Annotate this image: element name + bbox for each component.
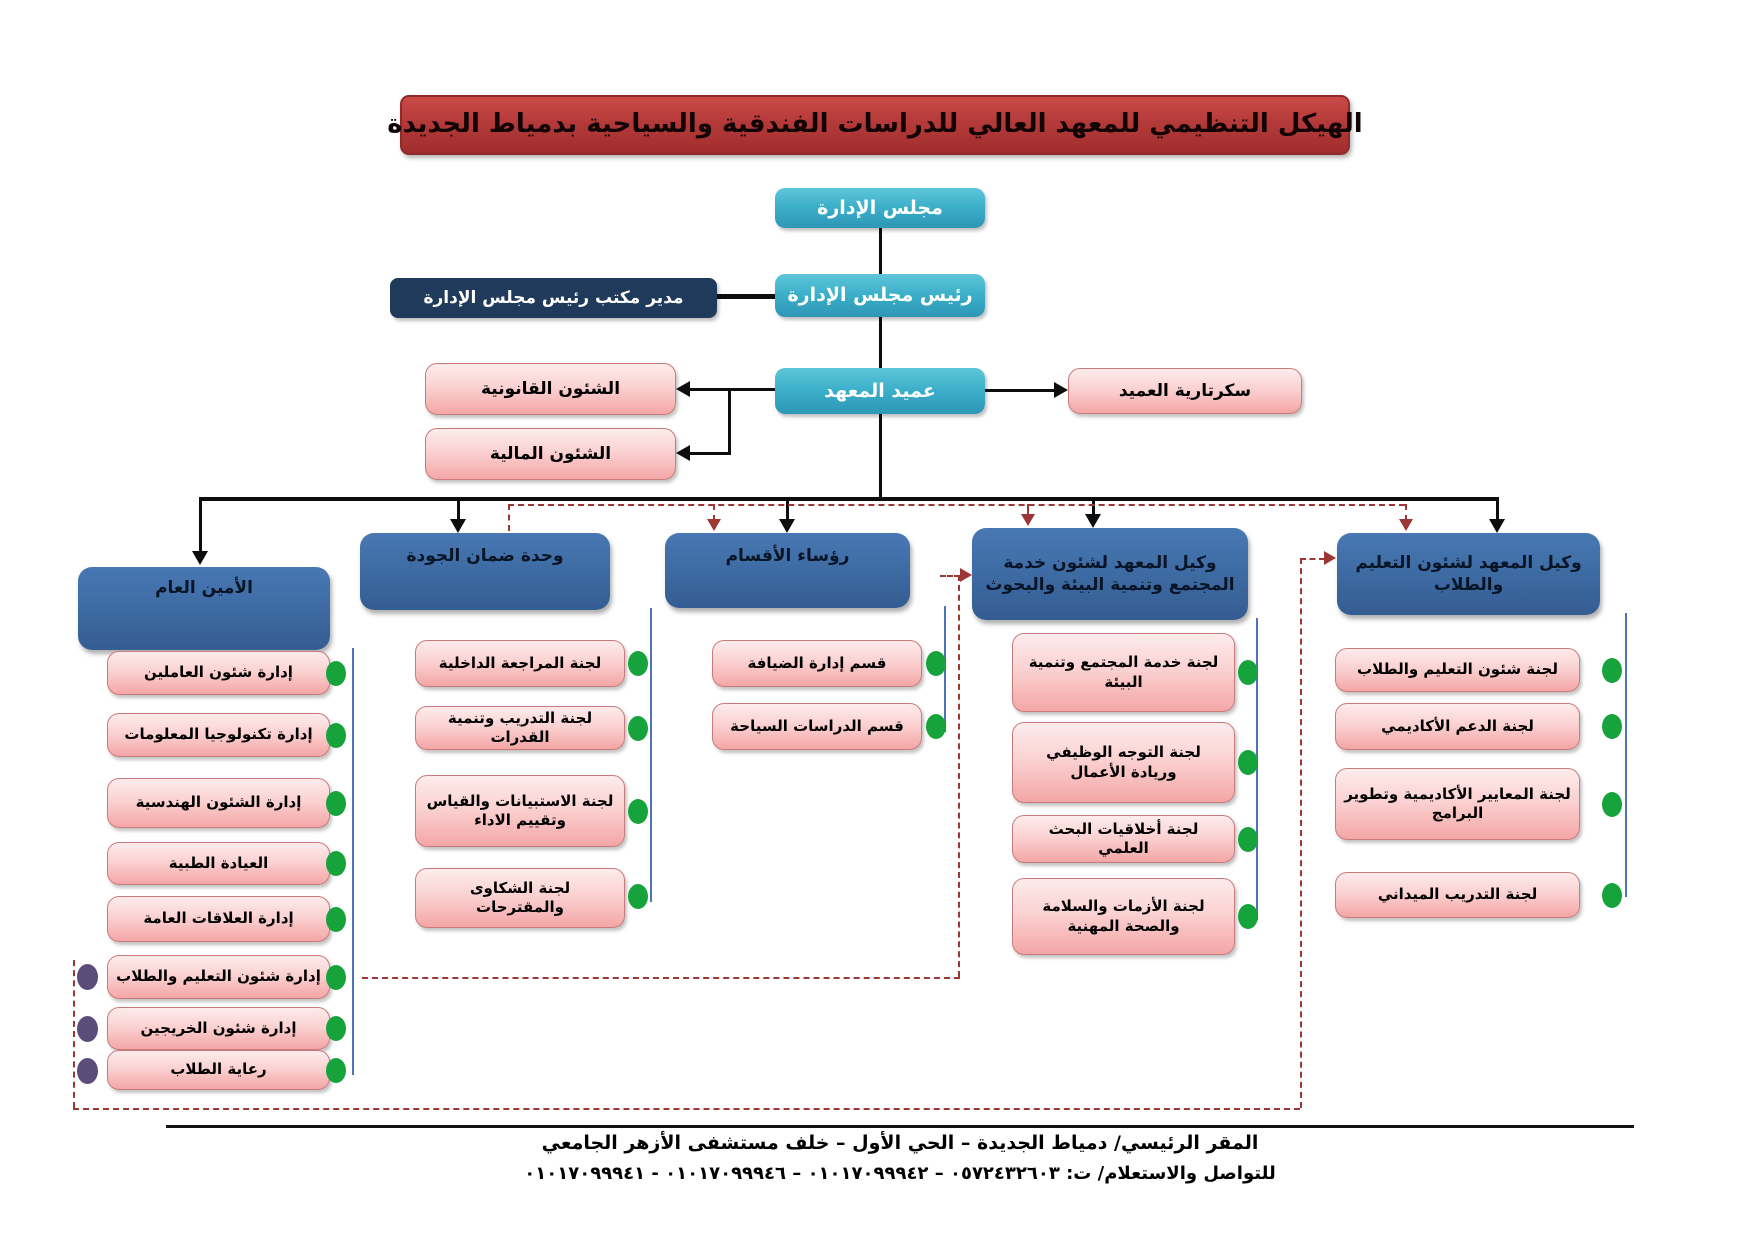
arrowhead-col3 [779,519,795,533]
committee-education-students: لجنة شئون التعليم والطلاب [1335,648,1580,692]
green-dot [926,714,946,739]
connector-legal-financial-drop [728,388,731,454]
green-dot [326,851,346,876]
connector-dean-secretary [985,389,1056,392]
col-header-vice-dean-education: وكيل المعهد لشئون التعليم والطلاب [1337,533,1600,615]
dept-tourism-studies: قسم الدراسات السياحة [712,703,922,750]
green-dot [628,716,648,741]
drop-col3 [786,497,789,521]
dept-hospitality-management: قسم إدارة الضيافة [712,640,922,687]
green-dot [1602,792,1622,817]
dept-public-relations: إدارة العلاقات العامة [107,896,330,942]
footer-phones: للتواصل والاستعلام/ ت: ٠٥٧٢٤٣٢٦٠٣ – ٠١٠١٧٠٩٩٩٤٢ – ٠١٠١٧٠٩٩٩٤٦ - ٠١٠١٧٠٩٩٩٤١ [524,1163,1276,1184]
purple-dot [77,1016,98,1042]
green-dot [1238,660,1258,685]
committee-crisis-safety: لجنة الأزمات والسلامة والصحة المهنية [1012,878,1235,955]
footer-divider [166,1125,1634,1128]
dashed-arrowhead-into-col5 [1324,551,1336,565]
dashed-top-line [508,504,1405,506]
footer-address: المقر الرئيسي/ دمياط الجديدة – الحي الأول – خلف مستشفى الأزهر الجامعي [541,1132,1259,1154]
green-dot [926,651,946,676]
arrowhead-financial [676,445,690,461]
committee-career-guidance: لجنة التوجه الوظيفي وريادة الأعمال [1012,722,1235,803]
committee-training-capacity: لجنة التدريب وتنمية القدرات [415,706,625,750]
spine-col5 [1625,613,1627,897]
drop-col1 [199,497,202,553]
arrowhead-col5 [1489,519,1505,533]
dept-personnel-affairs: إدارة شئون العاملين [107,651,330,695]
dept-education-students-affairs: إدارة شئون التعليم والطلاب [107,955,330,999]
green-dot [326,1016,346,1041]
committee-surveys-measurement: لجنة الاستبيانات والقياس وتقييم الاداء [415,775,625,847]
dashed-stub-quality [508,504,510,531]
arrowhead-col4 [1085,514,1101,528]
green-dot [1238,904,1258,929]
dept-engineering-affairs: إدارة الشئون الهندسية [107,778,330,828]
dept-graduates-affairs: إدارة شئون الخريجين [107,1007,330,1050]
green-dot [326,723,346,748]
dean-secretary-box: سكرتارية العميد [1068,368,1302,414]
distribution-line [200,497,1499,501]
dashed-arrowhead-into-col4 [960,568,972,582]
drop-col5 [1496,497,1499,521]
green-dot [628,799,648,824]
spine-col2 [650,608,652,902]
dashed-into-col4 [940,575,960,577]
committee-field-training: لجنة التدريب الميداني [1335,872,1580,918]
dashed-bottom-line [73,1108,1300,1110]
dashed-arrowhead-col4 [1021,514,1035,526]
committee-academic-support: لجنة الدعم الأكاديمي [1335,703,1580,750]
col-header-department-heads: رؤساء الأقسام [665,533,910,608]
committee-community-service: لجنة خدمة المجتمع وتنمية البيئة [1012,633,1235,712]
committee-internal-audit: لجنة المراجعة الداخلية [415,640,625,687]
committee-research-ethics: لجنة أخلاقيات البحث العلمي [1012,815,1235,863]
col-header-secretary-general: الأمين العام [78,567,330,650]
board-box: مجلس الإدارة [775,188,985,228]
dept-student-welfare: رعاية الطلاب [107,1050,330,1090]
purple-dot [77,964,98,990]
spine-col1 [352,648,354,1075]
page-title: الهيكل التنظيمي للمعهد العالي للدراسات الفندقية والسياحية بدمياط الجديدة [400,95,1350,155]
dashed-vert-left [73,960,75,1108]
connector-chairman-dean [879,317,882,368]
connector-dean-financial [690,452,731,455]
green-dot [628,651,648,676]
committee-academic-standards: لجنة المعايير الأكاديمية وتطوير البرامج [1335,768,1580,840]
dept-information-technology: إدارة تكنولوجيا المعلومات [107,713,330,757]
dashed-vert-to-col4 [958,575,960,977]
arrowhead-col1 [192,551,208,565]
office-manager-box: مدير مكتب رئيس مجلس الإدارة [390,278,717,318]
col-header-quality-assurance-unit: وحدة ضمان الجودة [360,533,610,610]
connector-board-chairman [879,228,882,274]
dashed-horiz-education-link [362,977,960,979]
arrowhead-legal [676,381,690,397]
dashed-arrowhead-col5 [1399,519,1413,531]
connector-dean-distribution [879,414,882,499]
chairman-box: رئيس مجلس الإدارة [775,274,985,317]
dept-medical-clinic: العيادة الطبية [107,842,330,885]
green-dot [628,884,648,909]
committee-complaints-suggestions: لجنة الشكاوى والمقترحات [415,868,625,928]
green-dot [326,1058,346,1083]
green-dot [326,907,346,932]
green-dot [1238,827,1258,852]
drop-col2 [457,497,460,521]
dean-box: عميد المعهد [775,368,985,414]
green-dot [326,661,346,686]
green-dot [1602,658,1622,683]
green-dot [326,791,346,816]
green-dot [1602,714,1622,739]
col-header-vice-dean-community: وكيل المعهد لشئون خدمة المجتمع وتنمية البيئة والبحوث [972,528,1248,620]
connector-office-chairman [717,294,775,299]
connector-dean-legal [690,388,775,391]
green-dot [1602,883,1622,908]
dashed-into-col5 [1300,558,1325,560]
dashed-arrowhead-col3 [707,519,721,531]
dashed-vert-to-col5 [1300,558,1302,1108]
green-dot [1238,750,1258,775]
green-dot [326,965,346,990]
purple-dot [77,1058,98,1084]
legal-affairs-box: الشئون القانونية [425,363,676,415]
financial-affairs-box: الشئون المالية [425,428,676,480]
arrowhead-secretary [1054,382,1068,398]
arrowhead-col2 [450,519,466,533]
